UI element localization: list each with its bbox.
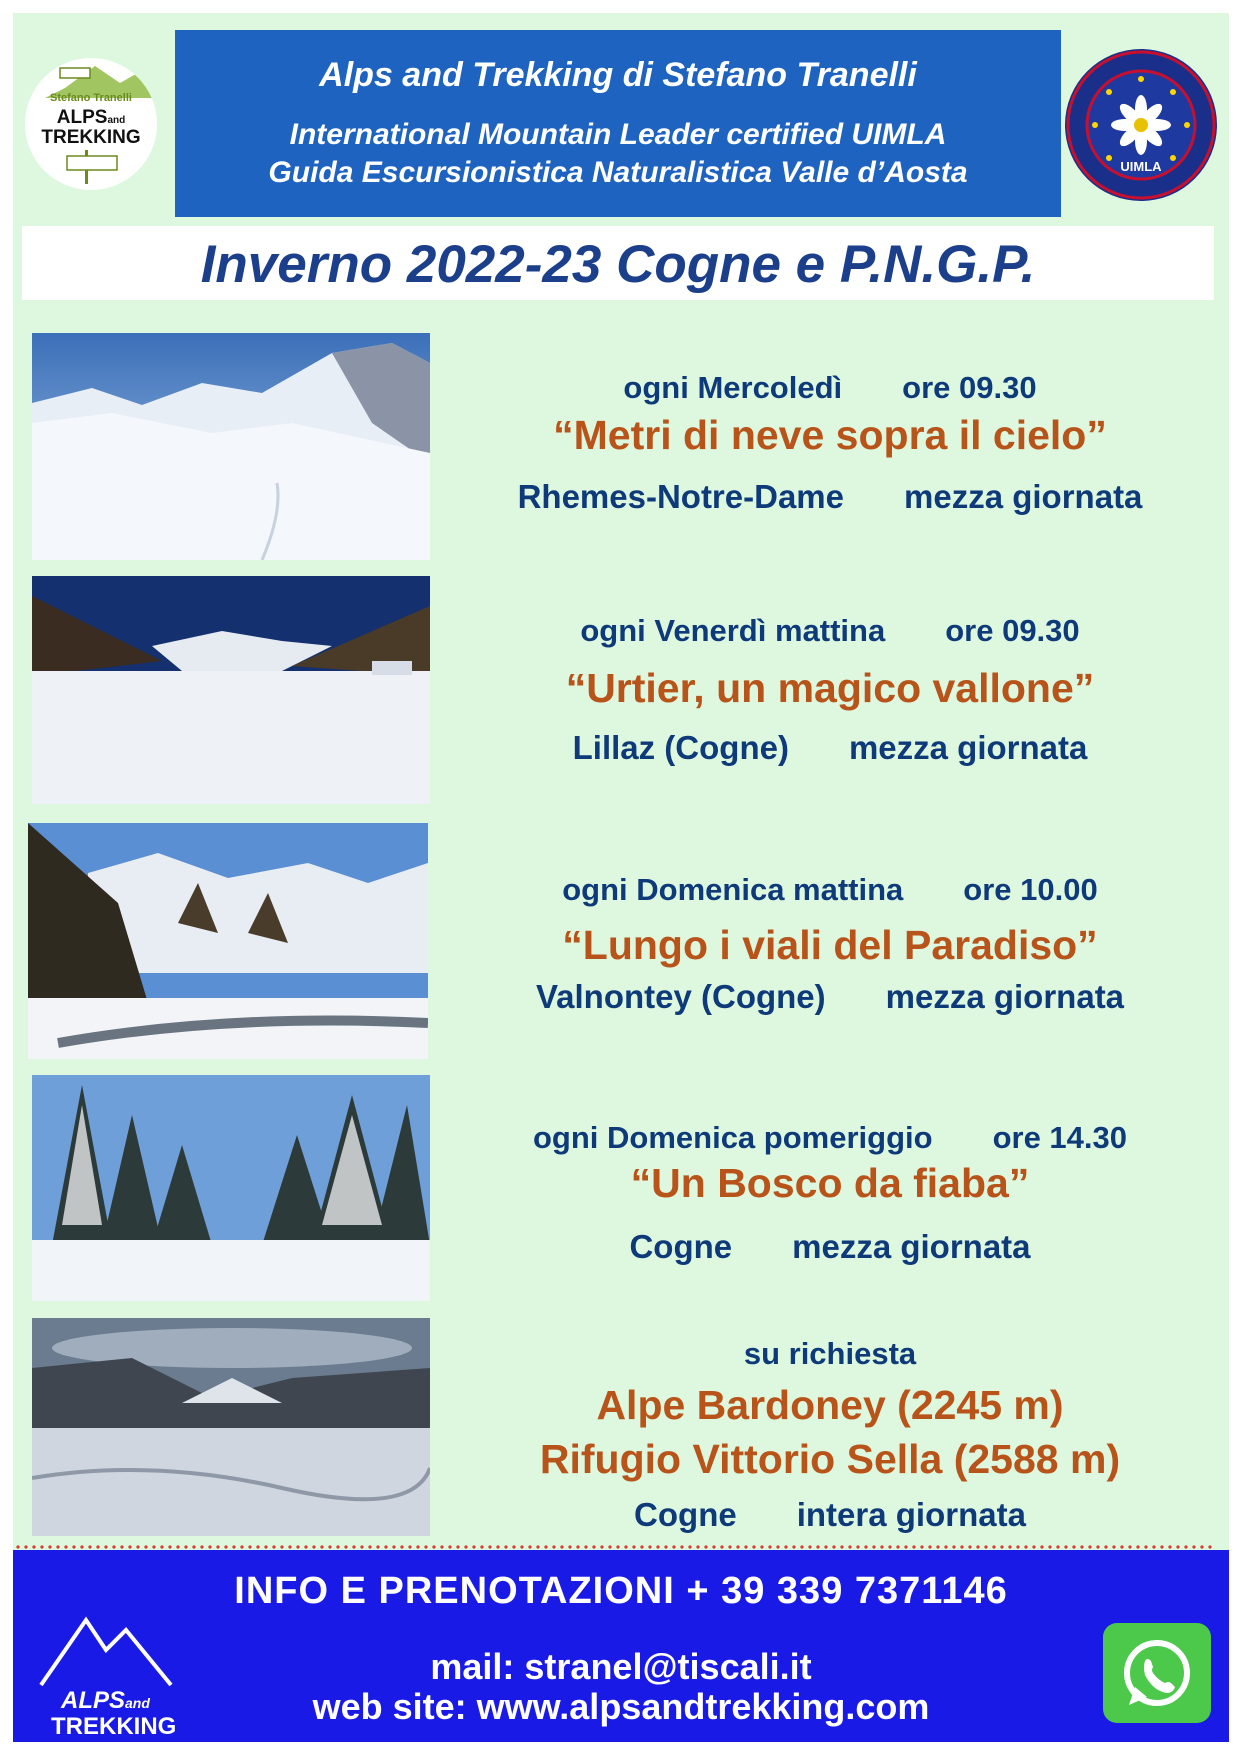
dotted-divider xyxy=(14,1545,1216,1549)
event-1-when: ogni Mercoledì ore 09.30 xyxy=(623,370,1037,405)
photo-rhemes xyxy=(32,333,430,560)
event-2-when: ogni Venerdì mattina ore 09.30 xyxy=(580,613,1080,648)
mountain-logo-icon xyxy=(31,1610,191,1740)
event-1-where: Rhemes-Notre-Dame mezza giornata xyxy=(517,478,1143,515)
event-4-when: ogni Domenica pomeriggio ore 14.30 xyxy=(532,1120,1128,1155)
photo-bardoney xyxy=(32,1318,430,1536)
footer xyxy=(13,1550,1229,1742)
logo-trekking: TREKKING xyxy=(41,127,141,148)
whatsapp-icon[interactable] xyxy=(1103,1623,1211,1723)
contact-email[interactable]: mail: stranel@tiscali.it xyxy=(430,1646,812,1687)
info-booking-phone[interactable]: INFO E PRENOTAZIONI + 39 339 7371146 xyxy=(234,1570,1008,1612)
title-band xyxy=(22,226,1214,300)
svg-text:TREKKING: TREKKING xyxy=(51,1713,177,1740)
page-title: Inverno 2022-23 Cogne e P.N.G.P. xyxy=(200,235,1036,294)
event-3-title: “Lungo i viali del Paradiso” xyxy=(562,922,1098,968)
event-4-where: Cogne mezza giornata xyxy=(629,1228,1031,1265)
request-destination-2: Rifugio Vittorio Sella (2588 m) xyxy=(539,1436,1121,1482)
alps-trekking-logo xyxy=(25,58,157,190)
event-4-title: “Un Bosco da fiaba” xyxy=(630,1160,1030,1206)
logo-name: Stefano Tranelli xyxy=(50,92,132,104)
event-3-where: Valnontey (Cogne) mezza giornata xyxy=(535,978,1125,1015)
request-where: Cogne intera giornata xyxy=(634,1496,1026,1533)
event-1-title: “Metri di neve sopra il cielo” xyxy=(553,412,1107,458)
badge-center-text: UIMLA xyxy=(1120,159,1162,174)
photo-bosco xyxy=(32,1075,430,1301)
request-label: su richiesta xyxy=(743,1336,917,1371)
event-2-where: Lillaz (Cogne) mezza giornata xyxy=(572,729,1088,766)
header-guide: Guida Escursionistica Naturalistica Valle d’Aosta xyxy=(268,156,968,189)
logo-alps: ALPSand xyxy=(56,107,126,128)
svg-text:ALPSand: ALPSand xyxy=(61,1687,150,1714)
header-box xyxy=(175,30,1061,217)
footer-logo xyxy=(31,1610,191,1740)
contact-website[interactable]: web site: www.alpsandtrekking.com xyxy=(312,1686,930,1727)
uimla-emblem-icon xyxy=(1063,47,1219,203)
header-certification: International Mountain Leader certified UIMLA xyxy=(289,118,947,151)
request-destination-1: Alpe Bardoney (2245 m) xyxy=(596,1382,1064,1428)
uimla-badge xyxy=(1063,47,1219,203)
event-2-title: “Urtier, un magico vallone” xyxy=(565,665,1095,711)
photo-urtier xyxy=(32,576,430,804)
photo-valnontey xyxy=(28,823,428,1059)
event-3-when: ogni Domenica mattina ore 10.00 xyxy=(562,872,1098,907)
header-title: Alps and Trekking di Stefano Tranelli xyxy=(319,56,917,94)
